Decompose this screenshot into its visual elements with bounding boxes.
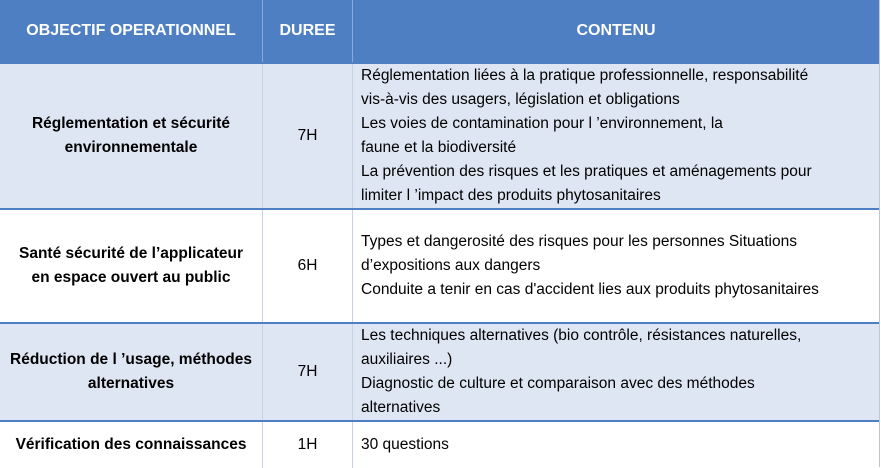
contenu-line: d’expositions aux dangers bbox=[361, 257, 541, 274]
table-row bbox=[0, 420, 879, 468]
duree-cell: 6H bbox=[263, 210, 353, 322]
contenu-line: Les techniques alternatives (bio contrôle, résistances naturelles, bbox=[361, 327, 802, 344]
contenu-line: vis-à-vis des usagers, législation et obligations bbox=[361, 91, 680, 108]
contenu-cell bbox=[353, 422, 879, 468]
objectif-cell: Réglementation et sécurité environnementale bbox=[0, 64, 263, 208]
duree-cell: 7H bbox=[263, 324, 353, 420]
contenu-line: Les voies de contamination pour l ’environnement, la bbox=[361, 115, 723, 132]
objectif-cell: Vérification des connaissances bbox=[0, 422, 263, 468]
objectif-cell: Santé sécurité de l’applicateur en espace ouvert au public bbox=[0, 210, 263, 322]
contenu-line: alternatives bbox=[361, 399, 441, 416]
contenu-line: La prévention des risques et les pratiques et aménagements pour bbox=[361, 163, 812, 180]
header-duree: DUREE bbox=[263, 0, 353, 62]
table-row bbox=[0, 208, 879, 322]
objectif-cell: Réduction de l ’usage, méthodes alternatives bbox=[0, 324, 263, 420]
contenu-line: faune et la biodiversité bbox=[361, 139, 517, 156]
table-header bbox=[0, 0, 879, 62]
contenu-line: 30 questions bbox=[361, 436, 449, 453]
contenu-line: auxiliaires ...) bbox=[361, 351, 453, 368]
header-objectif: OBJECTIF OPERATIONNEL bbox=[0, 0, 263, 62]
duree-cell: 7H bbox=[263, 64, 353, 208]
table-row bbox=[0, 62, 879, 208]
contenu-line: Types et dangerosité des risques pour les personnes Situations bbox=[361, 233, 797, 250]
contenu-line: Réglementation liées à la pratique professionnelle, responsabilité bbox=[361, 67, 809, 84]
contenu-line: limiter l ’impact des produits phytosanitaires bbox=[361, 187, 661, 204]
table-row bbox=[0, 322, 879, 420]
contenu-cell bbox=[353, 210, 879, 322]
contenu-cell bbox=[353, 324, 879, 420]
header-contenu: CONTENU bbox=[576, 22, 656, 39]
contenu-cell bbox=[353, 64, 879, 208]
duree-cell: 1H bbox=[263, 422, 353, 468]
contenu-line: Conduite a tenir en cas d'accident lies aux produits phytosanitaires bbox=[361, 281, 819, 298]
contenu-line: Diagnostic de culture et comparaison avec des méthodes bbox=[361, 375, 755, 392]
